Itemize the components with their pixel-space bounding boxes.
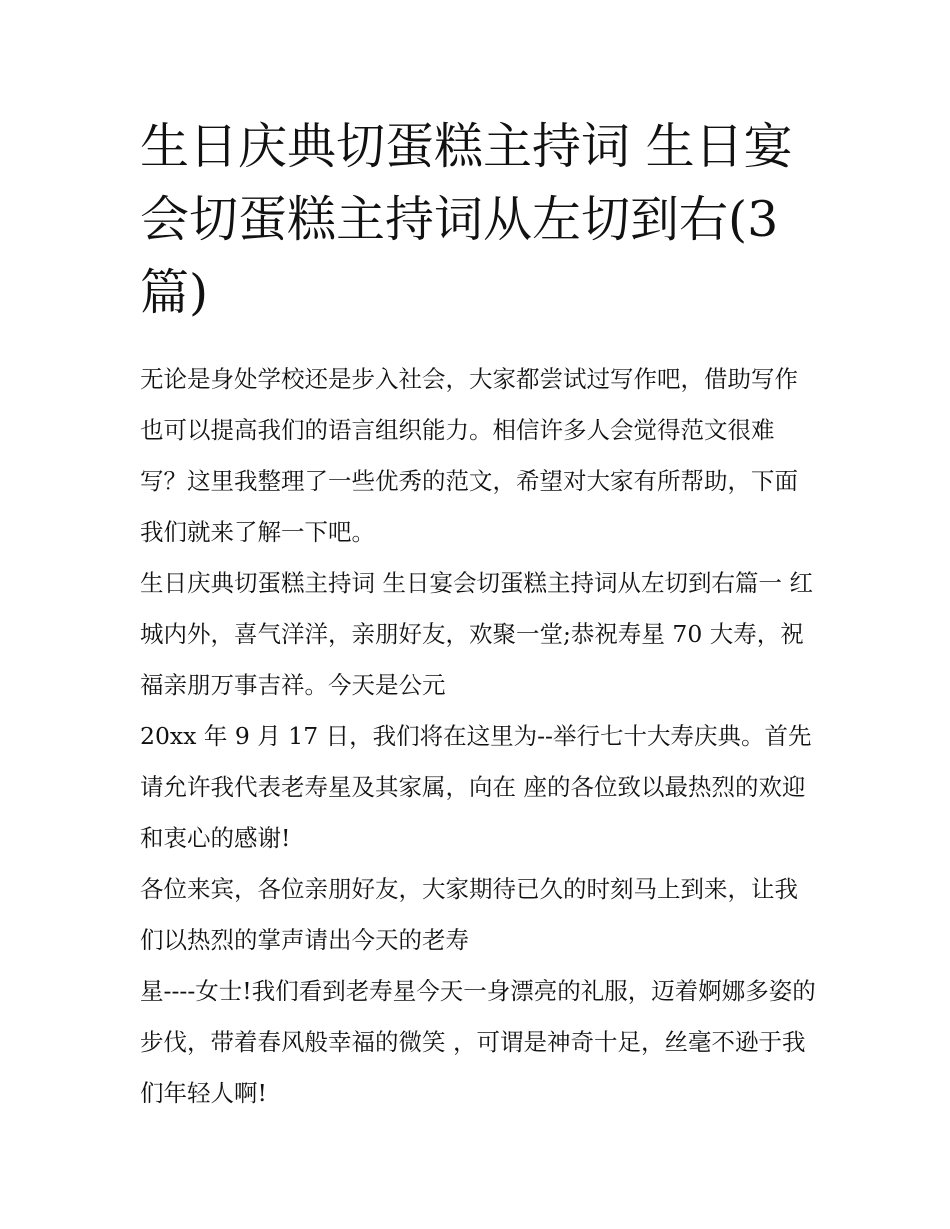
document-body — [140, 354, 820, 1119]
paragraph-article-one: 生日庆典切蛋糕主持词 生日宴会切蛋糕主持词从左切到右篇一 红城内外，喜气洋洋，亲朋好友，欢聚一堂;恭祝寿星 70 大寿，祝福亲朋万事吉祥。今天是公元 — [140, 569, 813, 699]
document-title: 生日庆典切蛋糕主持词 生日宴会切蛋糕主持词从左切到右(3篇) — [140, 118, 793, 321]
paragraph-birthday-star: 星----女士!我们看到老寿星今天一身漂亮的礼服，迈着婀娜多姿的步伐，带着春风般幸福的微笑 ，可谓是神奇十足，丝毫不逊于我们年轻人啊! — [140, 977, 816, 1107]
paragraph-date: 20xx 年 9 月 17 日，我们将在这里为--举行七十大寿庆典。首先请允许我代表老寿星及其家属，向在 座的各位致以最热烈的欢迎和衷心的感谢! — [140, 722, 812, 852]
paragraph-welcome: 各位来宾，各位亲朋好友，大家期待已久的时刻马上到来，让我们以热烈的掌声请出今天的老寿 — [140, 875, 798, 954]
paragraph-intro: 无论是身处学校还是步入社会，大家都尝试过写作吧，借助写作也可以提高我们的语言组织能力。相信许多人会觉得范文很难写？这里我整理了一些优秀的范文，希望对大家有所帮助，下面我们就来了解一下吧。 — [140, 365, 798, 546]
